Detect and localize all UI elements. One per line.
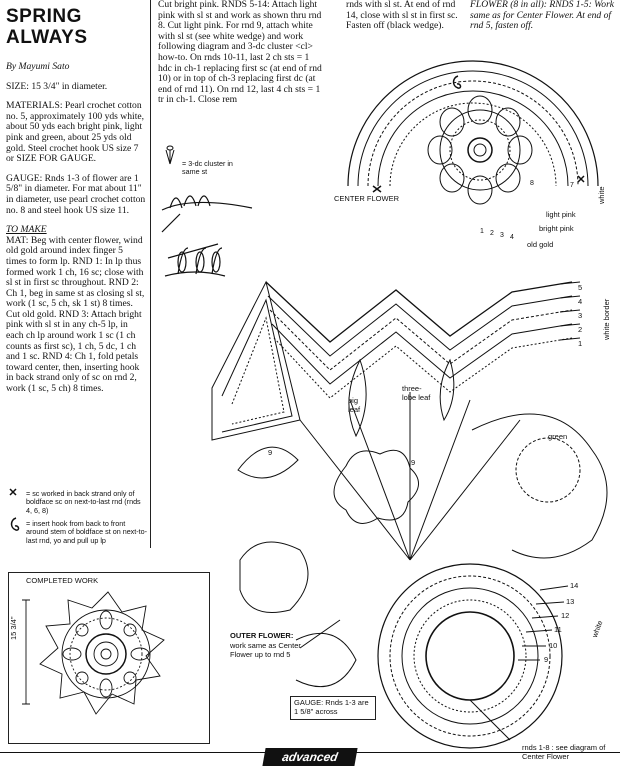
byline: By Mayumi Sato: [6, 61, 70, 72]
completed-size-label: 15 3/4": [9, 616, 18, 640]
rnd-number: 13: [566, 597, 575, 606]
completed-work-label: COMPLETED WORK: [26, 576, 99, 585]
green-label: green: [548, 432, 568, 441]
gauge-text: GAUGE: Rnds 1-3 of flower are 1 5/8" in diameter. For mat about 11" in diameter, use pearl crochet cotton no. 8 and steel hook US size 11.: [6, 172, 146, 216]
rnd-number: 5: [578, 283, 583, 292]
big-leaf: [349, 360, 366, 436]
white-label-bottom: white: [590, 619, 605, 639]
rnd-number: 2: [578, 325, 583, 334]
legend-x: = sc worked in back strand only of boldface sc on next-to-last rnd (rnds 4, 6, 8): [26, 489, 141, 515]
rnd-number: 14: [570, 581, 579, 590]
cf-rnd-number: 8: [530, 180, 534, 187]
main-mat-diagram: [212, 282, 607, 748]
leaf-left: [238, 447, 298, 478]
col3-text: rnds with sl st. At end of rnd 14, close with sl st in first sc. Fasten off (black wedge).: [346, 0, 458, 32]
rnd-number: 12: [561, 611, 570, 620]
cf-rnd-number: 7: [570, 182, 574, 189]
cluster-howto-illustration: [162, 196, 252, 276]
col2-text: Cut bright pink. RNDS 5-14: Attach light pink with sl st and work as shown thru rnd 8. Cut light pink. For rnd 9, attach white with sl st (see white wedge) and work following diagram and 3-dc cluster <cl> how-to. On rnds 10-11, last 2 ch sts = 1 hdc in ch-1 replacing first sc (at end of rnd 10) or in top of ch-3 replacing first dc (at end of rnd 11). On rnd 12, last 4 ch sts = 1 tr in ch-1. Close rem: [158, 0, 322, 106]
title-line-1: SPRING: [6, 6, 82, 27]
col4-text: FLOWER (8 in all): RNDS 1-5: Work same as for Center Flower. At end of rnd 5, fasten off.: [470, 0, 615, 32]
cf-rnd-number: 1: [480, 228, 484, 235]
level-badge: advanced: [262, 748, 357, 766]
old-gold-label: old gold: [527, 240, 554, 249]
outer-flower-shape: [334, 450, 419, 523]
rnd-number: 4: [578, 297, 583, 306]
cf-rnd-number: 4: [510, 234, 514, 241]
center-flower-diagram: [348, 61, 598, 204]
legend-symbols: [10, 146, 174, 530]
outer-flower-heading: OUTER FLOWER:: [230, 631, 294, 640]
mat-text: MAT: Beg with center flower, wind old gold around index finger 5 times to form lp. RND 1: In lp thus formed work 1 ch, 16 sc; close with sl st in first sc throughout. RND 2: Ch 1, beg in same st as closing sl st, work (1 sc, 5 ch, sk 1 st) 8 times. Cut old gold. RND 3: Attach bright pink with sl st in any ch-5 lp, in each ch lp around work 1 sc (1 ch counts as first sc), 1 ch, 5 dc, 1 ch and 1 sc. RND 4: Ch 1, fold petals toward center, then, inserting hook in back strand only of sc on rnd 2, work (1 sc, 5 ch) 8 times.: [6, 234, 145, 395]
cf-rnd-number: 3: [500, 232, 504, 239]
size-text: SIZE: 15 3/4" in diameter.: [6, 80, 108, 92]
white-label-top: white: [597, 186, 606, 204]
rnd-number: 9: [544, 655, 549, 664]
to-make-heading: TO MAKE: [6, 224, 47, 236]
wedge-number: 9: [411, 458, 416, 467]
x-symbol-icon: [10, 489, 16, 495]
wedge-number: 9: [268, 448, 273, 457]
big-leaf-label: big leaf: [348, 396, 361, 414]
cluster-legend: = 3-dc cluster in same st: [182, 159, 233, 177]
outer-flower-text: work same as Center Flower up to rnd 5: [230, 641, 301, 659]
legend-hook: = insert hook from back to front around stem of boldface st on next-to-last rnd, yo and pull up lp: [26, 519, 148, 545]
bright-pink-label: bright pink: [539, 224, 574, 233]
gauge-note-text: GAUGE: Rnds 1-3 are 1 5/8" across: [294, 698, 369, 716]
completed-work-drawing: [22, 592, 164, 714]
petal-loops: [428, 96, 532, 204]
rnd-number: 10: [549, 641, 558, 650]
cluster-symbol-icon: [166, 146, 174, 164]
hook-symbol-icon: [12, 518, 19, 530]
rnd-number: 11: [554, 625, 562, 634]
green-tendril: [472, 414, 607, 558]
rnds-note: rnds 1-8 : see diagram of Center Flower: [522, 743, 606, 761]
cf-rnd-number: 2: [490, 230, 494, 237]
rnd-number: 1: [578, 339, 583, 348]
light-pink-label: light pink: [546, 210, 576, 219]
title-line-2: ALWAYS: [6, 27, 88, 48]
three-lobe-leaf-label: three-lobe leaf: [402, 384, 431, 402]
center-flower-label: CENTER FLOWER: [334, 194, 400, 203]
rnd-number: 3: [578, 311, 583, 320]
white-border-label: white border: [602, 298, 611, 340]
materials-text: MATERIALS: Pearl crochet cotton no. 5, approximately 100 yds white, about 50 yds each bright pink, light pink and green, about 25 yds old gold. Steel crochet hook US size 7 or SIZE FOR GAUGE.: [6, 100, 145, 165]
